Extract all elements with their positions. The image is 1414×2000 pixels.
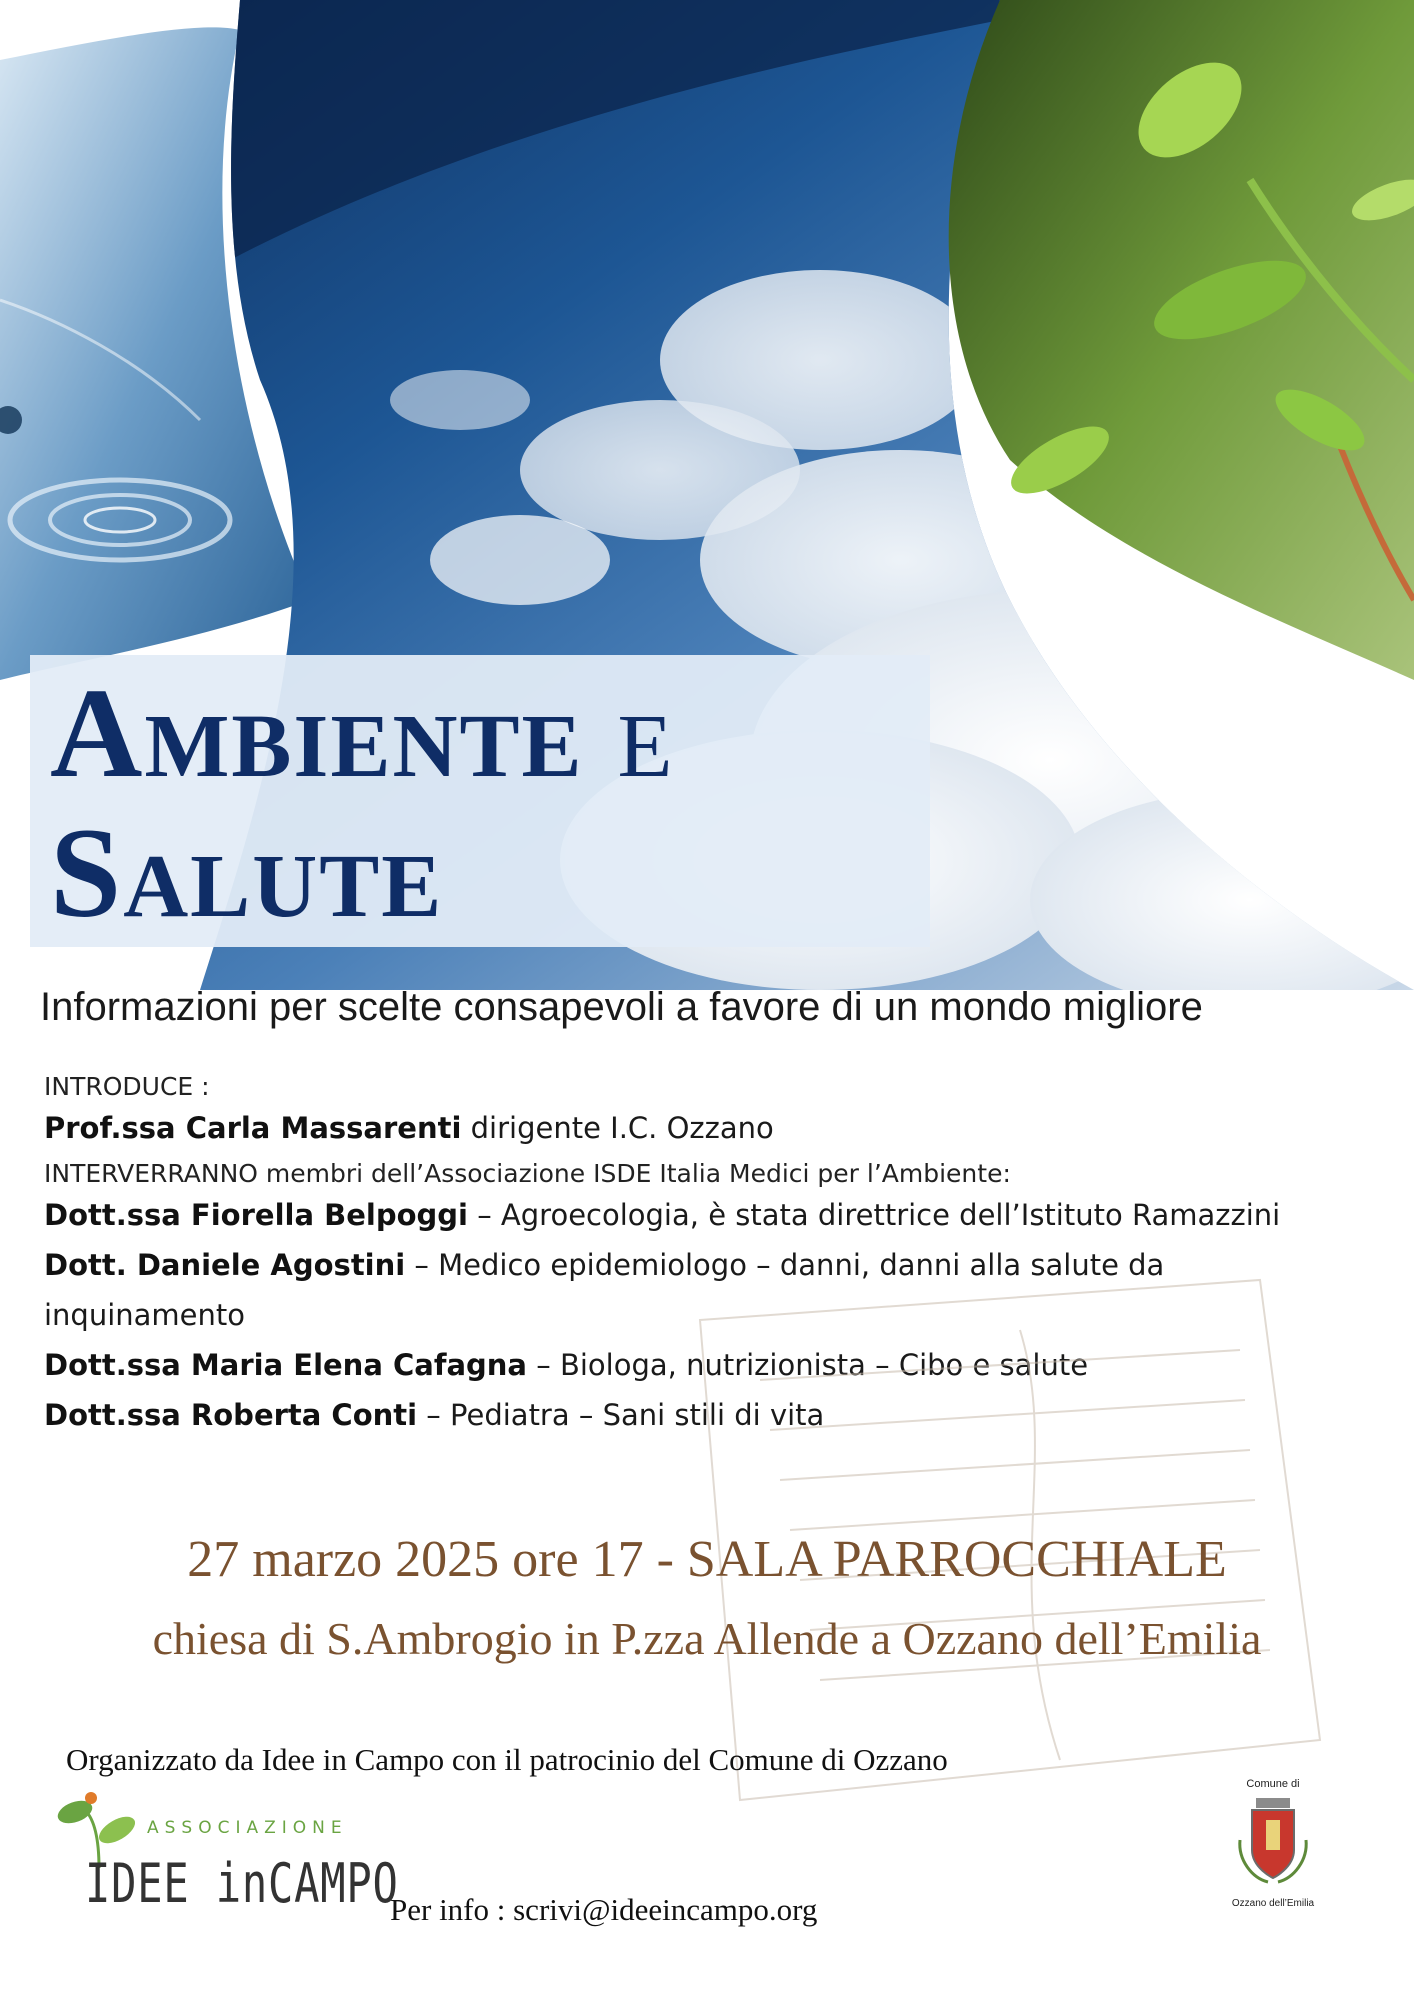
speaker-desc: – Pediatra – Sani stili di vita	[417, 1398, 825, 1432]
speaker-desc: inquinamento	[44, 1298, 246, 1332]
comune-name: Ozzano dell’Emilia	[1231, 1898, 1315, 1909]
speaker-name: Dott. Daniele Agostini	[44, 1248, 406, 1282]
introducer-line	[44, 1103, 1384, 1153]
sprout-image	[949, 0, 1414, 680]
association-logo	[55, 1790, 399, 1930]
coat-of-arms-icon	[1228, 1790, 1318, 1890]
speaker-desc: – Biologa, nutrizionista – Cibo e salute	[527, 1348, 1089, 1382]
page-title-line-1	[50, 660, 675, 807]
event-location: chiesa di S.Ambrogio in P.zza Allende a Ozzano dell’Emilia	[152, 1613, 1262, 1664]
event-datetime-venue: 27 marzo 2025 ore 17 - SALA PARROCCHIALE	[187, 1531, 1227, 1588]
comune-label: Comune di	[1246, 1778, 1300, 1790]
speaker-desc: – Medico epidemiologo – danni, danni alla salute da	[405, 1248, 1165, 1282]
speaker-desc: – Agroecologia, è stata direttrice dell’Istituto Ramazzini	[467, 1198, 1281, 1232]
speaker-row	[44, 1190, 1384, 1240]
subtitle: Informazioni per scelte consapevoli a favore di un mondo migliore	[40, 985, 1203, 1029]
association-label: ASSOCIAZIONE	[147, 1818, 348, 1838]
association-name: IDEE inCAMPO	[85, 1852, 399, 1915]
organizer-note: Organizzato da Idee in Campo con il patrocinio del Comune di Ozzano	[66, 1742, 948, 1777]
speakers-label: INTERVERRANNO membri dell’Associazione ISDE Italia Medici per l’Ambiente:	[44, 1159, 1011, 1188]
page-title-line-2: Salute	[50, 802, 444, 944]
introducer-role: dirigente I.C. Ozzano	[461, 1111, 774, 1145]
speaker-name: Dott.ssa Maria Elena Cafagna	[44, 1348, 528, 1382]
speaker-name: Dott.ssa Fiorella Belpoggi	[44, 1198, 468, 1232]
title-word-ambiente: Ambiente	[50, 662, 584, 804]
contact-info: Per info : scrivi@ideeincampo.org	[390, 1892, 818, 1927]
title-word-e: e	[617, 662, 675, 804]
speaker-name: Dott.ssa Roberta Conti	[44, 1398, 418, 1432]
introduce-label: INTRODUCE :	[44, 1072, 210, 1101]
comune-logo	[1228, 1778, 1318, 1908]
introducer-name: Prof.ssa Carla Massarenti	[44, 1111, 462, 1145]
